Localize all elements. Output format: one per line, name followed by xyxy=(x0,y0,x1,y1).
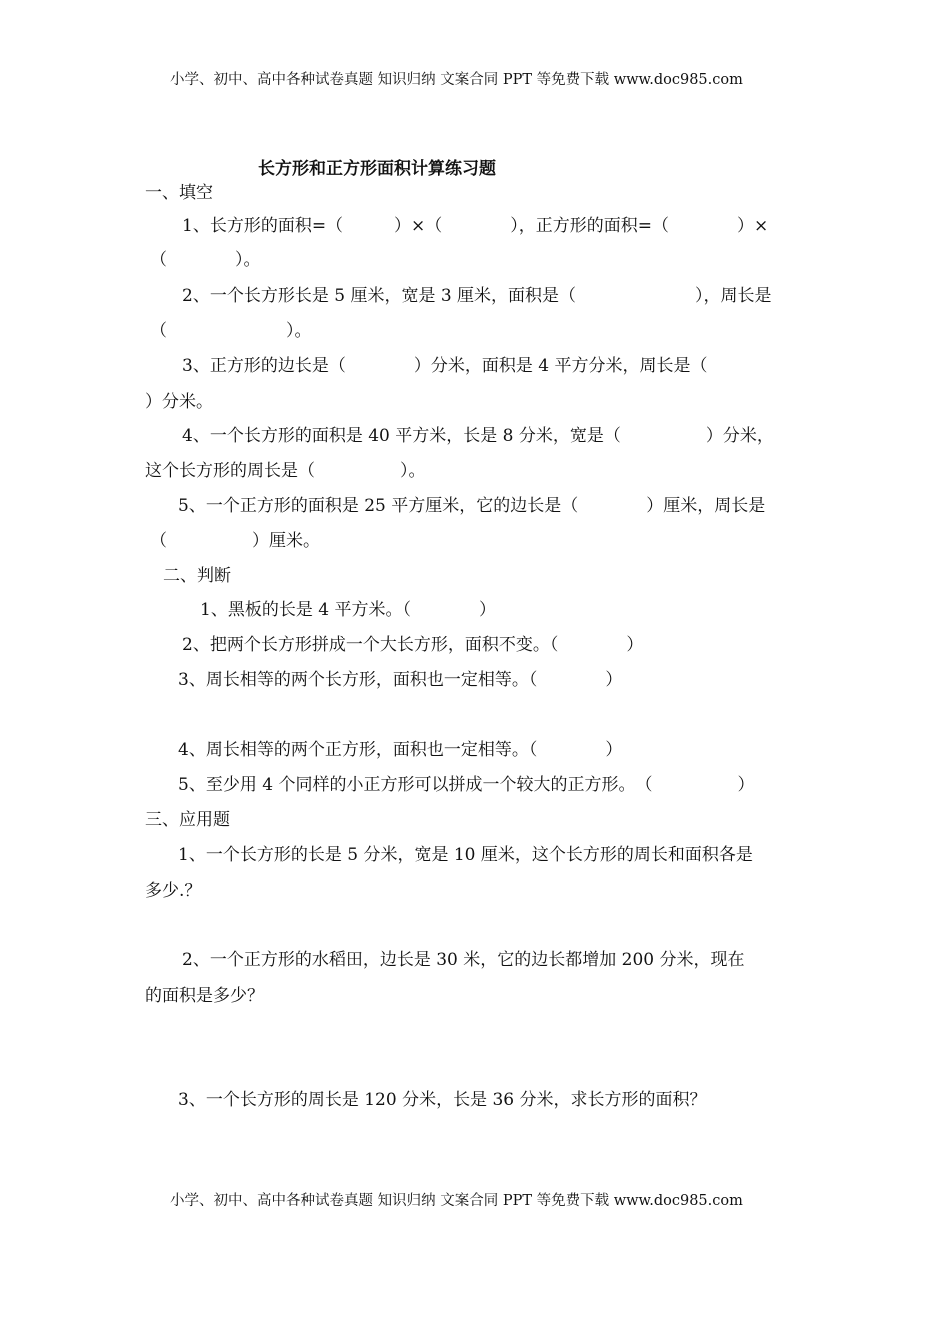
question-text: 5、一个正方形的面积是 25 平方厘米，它的边长是（ ）厘米，周长是 xyxy=(178,496,766,516)
question-text: 3、周长相等的两个长方形，面积也一定相等。（ ） xyxy=(178,670,623,690)
question-text: ）分米。 xyxy=(145,392,213,412)
question-text: 3、一个长方形的周长是 120 分米，长是 36 分米，求长方形的面积？ xyxy=(178,1090,707,1110)
section-heading-fill-in: 一、填空 xyxy=(145,183,213,203)
question-text: 3、正方形的边长是（ ）分米，面积是 4 平方分米，周长是（ xyxy=(182,356,708,376)
page-footer: 小学、初中、高中各种试卷真题 知识归纳 文案合同 PPT 等免费下载 www.doc985.com xyxy=(170,1193,743,1209)
section-heading-judge: 二、判断 xyxy=(163,566,231,586)
question-text: 1、长方形的面积=（ ）×（ ），正方形的面积=（ ）× xyxy=(182,216,769,236)
question-text: 2、把两个长方形拼成一个大长方形，面积不变。（ ） xyxy=(182,635,644,655)
question-text: 4、一个长方形的面积是 40 平方米，长是 8 分米，宽是（ ）分米， xyxy=(182,426,774,446)
question-text: （ ）。 xyxy=(150,321,312,341)
question-text: 2、一个长方形长是 5 厘米，宽是 3 厘米，面积是（ ），周长是 xyxy=(182,286,772,306)
page-header: 小学、初中、高中各种试卷真题 知识归纳 文案合同 PPT 等免费下载 www.doc985.com xyxy=(170,72,743,88)
question-text: 1、黑板的长是 4 平方米。（ ） xyxy=(200,600,496,620)
page-title: 长方形和正方形面积计算练习题 xyxy=(258,159,496,179)
question-text: （ ）。 xyxy=(150,250,261,270)
question-text: 2、一个正方形的水稻田，边长是 30 米，它的边长都增加 200 分米，现在 xyxy=(182,950,745,970)
question-text: 5、至少用 4 个同样的小正方形可以拼成一个较大的正方形。 （ ） xyxy=(178,775,755,795)
question-text: 的面积是多少？ xyxy=(145,986,264,1006)
section-heading-application: 三、应用题 xyxy=(145,810,230,830)
question-text: （ ）厘米。 xyxy=(150,531,320,551)
question-text: 1、一个长方形的长是 5 分米，宽是 10 厘米，这个长方形的周长和面积各是 xyxy=(178,845,753,865)
question-text: 4、周长相等的两个正方形，面积也一定相等。（ ） xyxy=(178,740,623,760)
question-text: 多少.？ xyxy=(145,881,202,901)
question-text: 这个长方形的周长是（ ）。 xyxy=(145,461,426,481)
